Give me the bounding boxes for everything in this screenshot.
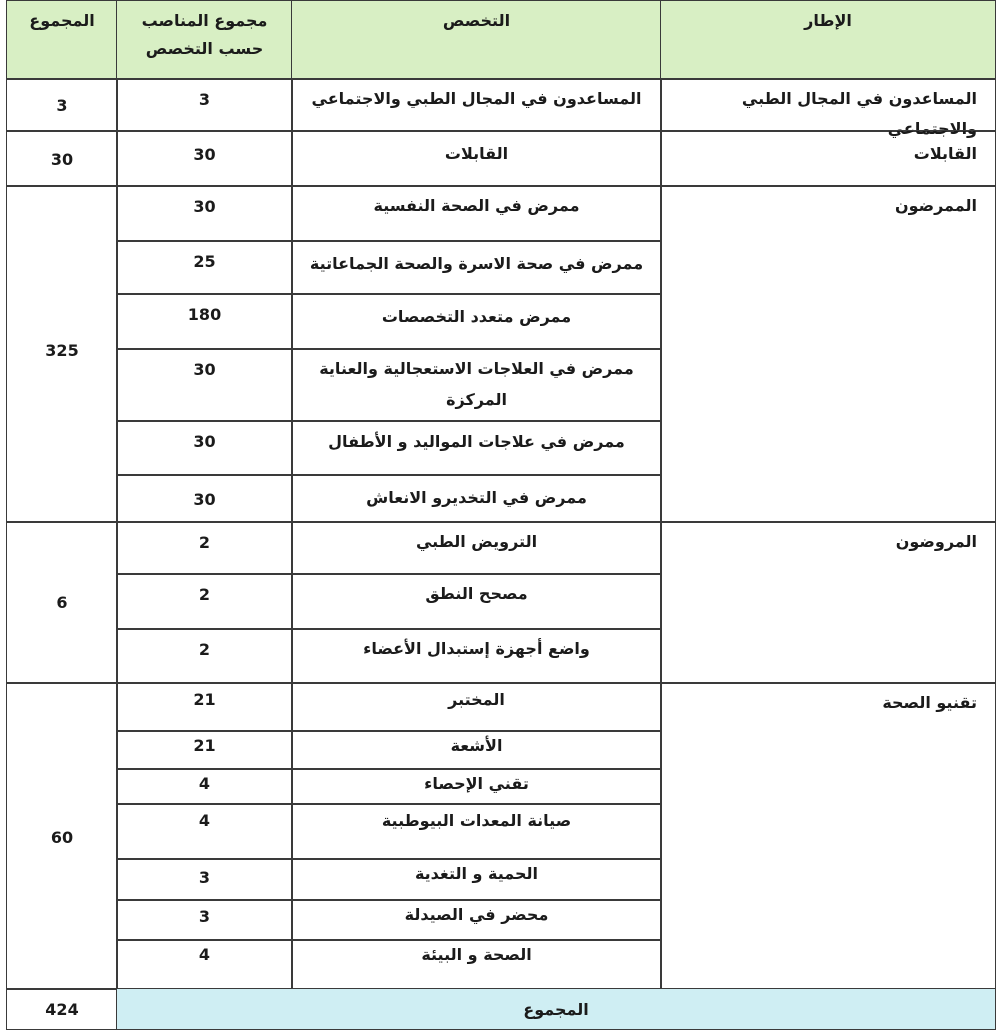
group-frame: المروضون bbox=[660, 521, 996, 684]
posts-cell: 4 bbox=[116, 803, 293, 860]
posts-cell: 4 bbox=[116, 939, 293, 990]
posts-cell: 3 bbox=[116, 899, 293, 941]
specialty-cell: الحمية و التغدية bbox=[291, 858, 662, 901]
specialty-cell: ممرض متعدد التخصصات bbox=[291, 293, 662, 350]
specialty-cell: ممرض في العلاجات الاستعجالية والعناية المركزة bbox=[291, 348, 662, 422]
posts-cell: 2 bbox=[116, 573, 293, 630]
specialty-cell: ممرض في صحة الاسرة والصحة الجماعاتية bbox=[291, 240, 662, 295]
grand-total: 424 bbox=[6, 988, 118, 1030]
specialty-cell: الصحة و البيئة bbox=[291, 939, 662, 990]
specialty-cell: الترويض الطبي bbox=[291, 521, 662, 575]
specialty-cell: ممرض في التخديرو الانعاش bbox=[291, 474, 662, 523]
posts-cell: 3 bbox=[116, 858, 293, 901]
specialty-cell: واضع أجهزة إستبدال الأعضاء bbox=[291, 628, 662, 684]
specialty-cell: المساعدون في المجال الطبي والاجتماعي bbox=[291, 78, 662, 132]
specialty-cell: محضر في الصيدلة bbox=[291, 899, 662, 941]
posts-cell: 21 bbox=[116, 730, 293, 770]
group-total: 6 bbox=[6, 521, 118, 684]
group-total: 325 bbox=[6, 185, 118, 523]
specialty-cell: القابلات bbox=[291, 130, 662, 187]
specialty-cell: تقني الإحصاء bbox=[291, 768, 662, 805]
posts-cell: 21 bbox=[116, 682, 293, 732]
specialty-cell: ممرض في الصحة النفسية bbox=[291, 185, 662, 242]
posts-cell: 30 bbox=[116, 185, 293, 242]
posts-cell: 30 bbox=[116, 474, 293, 523]
header-specialty: التخصص bbox=[291, 0, 662, 80]
group-total: 60 bbox=[6, 682, 118, 990]
group-total: 30 bbox=[6, 130, 118, 187]
posts-cell: 25 bbox=[116, 240, 293, 295]
posts-cell: 2 bbox=[116, 628, 293, 684]
posts-cell: 2 bbox=[116, 521, 293, 575]
header-total: المجموع bbox=[6, 0, 118, 80]
specialty-cell: مصحح النطق bbox=[291, 573, 662, 630]
staffing-table bbox=[6, 0, 996, 1030]
posts-cell: 3 bbox=[116, 78, 293, 132]
posts-cell: 180 bbox=[116, 293, 293, 350]
posts-cell: 30 bbox=[116, 420, 293, 476]
specialty-cell: المختبر bbox=[291, 682, 662, 732]
specialty-cell: ممرض في علاجات المواليد و الأطفال bbox=[291, 420, 662, 476]
group-frame: تقنيو الصحة bbox=[660, 682, 996, 990]
posts-cell: 30 bbox=[116, 348, 293, 422]
footer-label: المجموع bbox=[116, 988, 996, 1030]
posts-cell: 30 bbox=[116, 130, 293, 187]
header-posts-by-specialty: مجموع المناصب حسب التخصص bbox=[116, 0, 293, 80]
specialty-cell: صيانة المعدات البيوطبية bbox=[291, 803, 662, 860]
specialty-cell: الأشعة bbox=[291, 730, 662, 770]
group-frame: القابلات bbox=[660, 130, 996, 187]
posts-cell: 4 bbox=[116, 768, 293, 805]
group-frame: المساعدون في المجال الطبي والاجتماعي bbox=[660, 78, 996, 132]
group-total: 3 bbox=[6, 78, 118, 132]
group-frame: الممرضون bbox=[660, 185, 996, 523]
header-frame: الإطار bbox=[660, 0, 996, 80]
